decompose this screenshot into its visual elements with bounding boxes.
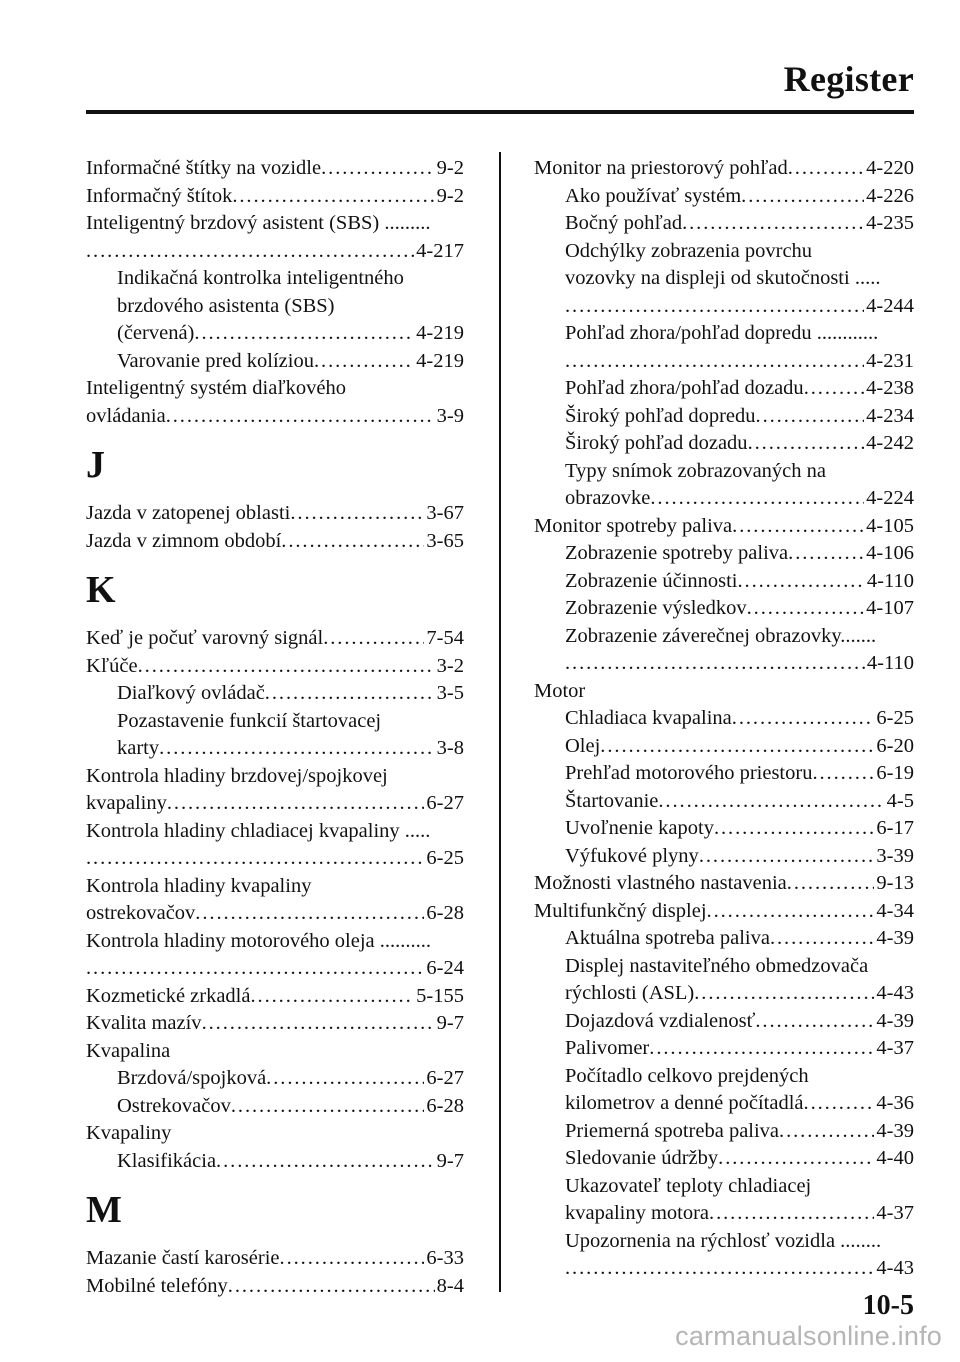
index-entry — [86, 500, 464, 528]
dot-leader — [314, 348, 414, 376]
entry-label: Monitor na priestorový pohľad — [534, 157, 788, 179]
page-reference: 4-244 — [866, 294, 914, 317]
index-text-line: Počítadlo celkovo prejdených — [565, 1064, 809, 1087]
page-reference: 4-40 — [876, 1147, 914, 1169]
page-reference: 4-217 — [416, 239, 464, 262]
dot-leader — [694, 980, 874, 1008]
index-entry — [565, 485, 914, 513]
page-reference: 3-9 — [436, 404, 464, 427]
page-reference: 6-24 — [426, 957, 464, 979]
page-reference: 4-37 — [876, 1037, 914, 1059]
entry-label: Uvoľnenie kapoty — [565, 817, 714, 839]
index-text-line: brzdového asistenta (SBS) — [117, 294, 335, 317]
dot-leader — [748, 430, 865, 458]
page-reference: 4-224 — [866, 487, 914, 509]
dot-leader — [228, 1273, 435, 1301]
index-entry — [86, 983, 464, 1011]
index-entry — [86, 155, 464, 183]
index-text-line: Pohľad zhora/pohľad dopredu ............ — [565, 322, 879, 344]
index-entry — [86, 845, 464, 873]
index-entry — [565, 1035, 914, 1063]
entry-label: Mazanie častí karosérie — [86, 1247, 280, 1269]
index-entry — [534, 898, 914, 926]
entry-label: Bočný pohľad — [565, 212, 683, 234]
index-entry — [565, 375, 914, 403]
dot-leader — [732, 705, 875, 733]
index-entry — [86, 1010, 464, 1038]
dot-leader — [565, 348, 864, 376]
entry-label: karty — [117, 737, 160, 759]
index-entry — [86, 900, 464, 928]
entry-label: Možnosti vlastného nastavenia — [534, 872, 787, 894]
header-rule — [86, 110, 914, 114]
page-reference: 6-17 — [876, 817, 914, 839]
page-reference: 6-27 — [426, 1067, 464, 1089]
page-reference: 3-39 — [876, 844, 914, 867]
dot-leader — [86, 845, 424, 873]
dot-leader — [788, 155, 864, 183]
entry-label: Zobrazenie účinnosti — [565, 569, 738, 592]
entry-label: Informačné štítky na vozidle — [86, 157, 322, 179]
index-text-line: Inteligentný brzdový asistent (SBS) ......... — [86, 212, 431, 234]
entry-label: Pohľad zhora/pohľad dozadu — [565, 377, 804, 399]
dot-leader — [232, 183, 434, 211]
dot-leader — [565, 293, 864, 321]
entry-label: Sledovanie údržby — [565, 1147, 719, 1169]
dot-leader — [600, 733, 874, 761]
dot-leader — [812, 760, 874, 788]
entry-label: ovládania — [86, 404, 166, 427]
entry-label: Jazda v zimnom období — [86, 529, 282, 552]
index-entry — [86, 403, 464, 431]
entry-label: kilometrov a denné počítadlá — [565, 1092, 804, 1114]
index-entry — [86, 1273, 464, 1301]
entry-label: kvapaliny motora — [565, 1202, 710, 1224]
index-text-line: Odchýlky zobrazenia povrchu — [565, 239, 813, 262]
entry-label: Široký pohľad dozadu — [565, 432, 748, 454]
index-entry — [565, 1200, 914, 1228]
page-reference: 3-5 — [436, 682, 464, 704]
dot-leader — [737, 568, 864, 596]
page-reference: 9-7 — [436, 1149, 464, 1172]
section-letter: M — [86, 1189, 122, 1231]
dot-leader — [707, 898, 875, 926]
entry-label: Výfukové plyny — [565, 844, 699, 867]
page-reference: 6-20 — [876, 734, 914, 757]
index-entry — [565, 733, 914, 761]
index-entry — [86, 790, 464, 818]
index-entry — [565, 595, 914, 623]
dot-leader — [779, 1118, 874, 1146]
entry-label: Široký pohľad dopredu — [565, 404, 756, 427]
index-entry — [565, 348, 914, 376]
dot-leader — [202, 1010, 435, 1038]
page-reference: 4-242 — [866, 432, 914, 454]
dot-leader — [265, 680, 435, 708]
index-entry — [565, 1118, 914, 1146]
index-text-line: Kontrola hladiny kvapaliny — [86, 874, 312, 897]
page-reference: 4-36 — [876, 1092, 914, 1114]
entry-label: Chladiaca kvapalina — [565, 707, 732, 729]
index-entry — [86, 528, 464, 556]
page-reference: 6-27 — [426, 792, 464, 814]
dot-leader — [804, 375, 864, 403]
page-reference: 9-2 — [436, 157, 464, 179]
page-reference: 4-219 — [416, 322, 464, 344]
index-text-line: Kvapaliny — [86, 1122, 172, 1144]
page-reference: 4-219 — [416, 349, 464, 372]
index-entry — [117, 1065, 464, 1093]
page-reference: 4-238 — [866, 377, 914, 399]
entry-label: Aktuálna spotreba paliva — [565, 927, 770, 949]
dot-leader — [714, 815, 874, 843]
dot-leader — [756, 403, 865, 431]
page-reference: 6-33 — [426, 1247, 464, 1269]
index-entry — [86, 238, 464, 266]
entry-label: Kvalita mazív — [86, 1012, 202, 1034]
page-number: 10-5 — [862, 1290, 914, 1321]
column-divider — [499, 152, 501, 1292]
dot-leader — [86, 238, 414, 266]
dot-leader — [658, 788, 884, 816]
entry-label: Diaľkový ovládač — [117, 682, 265, 704]
index-entry — [86, 183, 464, 211]
entry-label: Ako používať systém — [565, 184, 742, 207]
index-column-right — [534, 155, 914, 1283]
page-reference: 4-226 — [866, 184, 914, 207]
index-entry — [534, 513, 914, 541]
page-reference: 3-2 — [436, 654, 464, 677]
index-text-line: Kontrola hladiny motorového oleja .......... — [86, 929, 432, 952]
dot-leader — [280, 1245, 425, 1273]
dot-leader — [216, 1148, 435, 1176]
index-text-line: Typy snímok zobrazovaných na — [565, 459, 827, 482]
entry-label: Multifunkčný displej — [534, 899, 707, 922]
index-text-line: Ukazovateľ teploty chladiacej — [565, 1174, 812, 1197]
dot-leader — [565, 650, 865, 678]
page-reference: 6-28 — [426, 1094, 464, 1117]
index-entry — [565, 403, 914, 431]
page-reference: 4-43 — [876, 982, 914, 1004]
dot-leader — [167, 790, 425, 818]
section-letter: J — [86, 444, 105, 486]
page-reference: 4-39 — [876, 1009, 914, 1032]
dot-leader — [166, 403, 435, 431]
dot-leader — [709, 1200, 874, 1228]
entry-label: Kozmetické zrkadlá — [86, 984, 251, 1007]
page-reference: 4-39 — [876, 1119, 914, 1142]
entry-label: Štartovanie — [565, 789, 659, 812]
entry-label: Olej — [565, 734, 601, 757]
entry-label: Monitor spotreby paliva — [534, 514, 733, 537]
entry-label: Brzdová/spojková — [117, 1067, 267, 1089]
index-text-line: Upozornenia na rýchlosť vozidla ........ — [565, 1229, 882, 1252]
entry-label: Zobrazenie spotreby paliva — [565, 542, 789, 564]
entry-label: Priemerná spotreba paliva — [565, 1119, 780, 1142]
dot-leader — [788, 540, 864, 568]
index-entry — [565, 293, 914, 321]
index-entry — [117, 1148, 464, 1176]
entry-label: Kľúče — [86, 654, 138, 677]
dot-leader — [159, 735, 435, 763]
index-entry — [534, 155, 914, 183]
index-entry — [565, 1090, 914, 1118]
page-reference: 4-106 — [866, 542, 914, 564]
entry-label: (červená) — [117, 322, 195, 344]
dot-leader — [194, 320, 414, 348]
index-entry — [565, 1008, 914, 1036]
dot-leader — [86, 955, 424, 983]
index-text-line: vozovky na displeji od skutočnosti ..... — [565, 267, 881, 289]
dot-leader — [281, 528, 424, 556]
index-entry — [565, 650, 914, 678]
page-reference: 9-7 — [436, 1012, 464, 1034]
dot-leader — [195, 900, 424, 928]
page-reference: 6-19 — [876, 762, 914, 784]
page-reference: 3-67 — [426, 502, 464, 524]
dot-leader — [755, 1008, 874, 1036]
index-text-line: Zobrazenie záverečnej obrazovky....... — [565, 624, 877, 647]
index-text-line: Pozastavenie funkcií štartovacej — [117, 709, 382, 732]
dot-leader — [250, 983, 414, 1011]
page-reference: 4-43 — [876, 1257, 914, 1279]
dot-leader — [231, 1093, 425, 1121]
page-reference: 4-34 — [876, 899, 914, 922]
entry-label: Jazda v zatopenej oblasti — [86, 502, 291, 524]
page-reference: 9-13 — [876, 872, 914, 894]
page-reference: 4-110 — [866, 569, 914, 592]
dot-leader — [138, 653, 435, 681]
page-reference: 4-39 — [876, 927, 914, 949]
page-reference: 4-231 — [866, 349, 914, 372]
entry-label: Informačný štítok — [86, 184, 233, 207]
entry-label: Prehľad motorového priestoru — [565, 762, 813, 784]
index-text-line: Displej nastaviteľného obmedzovača — [565, 954, 869, 977]
page-reference: 4-235 — [866, 212, 914, 234]
index-entry — [565, 843, 914, 871]
index-entry — [534, 870, 914, 898]
page-reference: 4-234 — [866, 404, 914, 427]
index-entry — [565, 183, 914, 211]
index-entry — [565, 430, 914, 458]
index-entry — [565, 925, 914, 953]
index-text-line: Kvapalina — [86, 1039, 171, 1062]
page-reference: 6-25 — [426, 847, 464, 869]
section-letter: K — [86, 569, 116, 611]
page-title: Register — [783, 59, 914, 99]
index-entry — [565, 1145, 914, 1173]
page-reference: 6-28 — [426, 902, 464, 924]
page-reference: 7-54 — [426, 627, 464, 649]
index-entry — [117, 735, 464, 763]
index-entry — [565, 760, 914, 788]
page-reference: 4-37 — [876, 1202, 914, 1224]
dot-leader — [565, 1255, 874, 1283]
index-text-line: Kontrola hladiny brzdovej/spojkovej — [86, 764, 388, 787]
dot-leader — [682, 210, 864, 238]
dot-leader — [732, 513, 864, 541]
index-column-left — [86, 155, 464, 1300]
entry-label: Ostrekovačov — [117, 1094, 231, 1117]
page-reference: 4-105 — [866, 514, 914, 537]
page-reference: 4-5 — [886, 789, 914, 812]
dot-leader — [787, 870, 875, 898]
entry-label: Mobilné telefóny — [86, 1274, 228, 1297]
watermark: carmanualsonline.info — [675, 1321, 942, 1351]
entry-label: Palivomer — [565, 1037, 650, 1059]
index-entry — [86, 653, 464, 681]
entry-label: Keď je počuť varovný signál — [86, 627, 324, 649]
index-text-line: Kontrola hladiny chladiacej kvapaliny ..... — [86, 819, 431, 842]
dot-leader — [747, 595, 865, 623]
index-entry — [117, 1093, 464, 1121]
page-reference: 3-8 — [436, 737, 464, 759]
index-entry — [565, 1255, 914, 1283]
dot-leader — [718, 1145, 874, 1173]
dot-leader — [804, 1090, 875, 1118]
dot-leader — [290, 500, 424, 528]
index-entry — [565, 815, 914, 843]
index-entry — [565, 705, 914, 733]
page-reference: 4-107 — [866, 597, 914, 619]
page-reference: 5-155 — [416, 984, 464, 1007]
page-reference: 4-220 — [866, 157, 914, 179]
index-entry — [117, 320, 464, 348]
dot-leader — [649, 1035, 874, 1063]
index-entry — [565, 540, 914, 568]
page-reference: 8-4 — [436, 1274, 464, 1297]
index-entry — [117, 680, 464, 708]
dot-leader — [323, 625, 424, 653]
page-reference: 9-2 — [436, 184, 464, 207]
entry-label: kvapaliny — [86, 792, 167, 814]
dot-leader — [741, 183, 864, 211]
entry-label: obrazovke — [565, 487, 651, 509]
index-entry — [86, 1245, 464, 1273]
index-text-line: Motor — [534, 679, 586, 702]
index-entry — [117, 348, 464, 376]
dot-leader — [321, 155, 435, 183]
entry-label: Klasifikácia — [117, 1149, 217, 1172]
index-entry — [86, 625, 464, 653]
index-text-line: Inteligentný systém diaľkového — [86, 377, 346, 399]
entry-label: rýchlosti (ASL) — [565, 982, 695, 1004]
index-entry — [565, 210, 914, 238]
entry-label: Dojazdová vzdialenosť — [565, 1009, 756, 1032]
dot-leader — [699, 843, 875, 871]
dot-leader — [770, 925, 874, 953]
entry-label: Varovanie pred kolíziou — [117, 349, 314, 372]
entry-label: ostrekovačov — [86, 902, 196, 924]
dot-leader — [266, 1065, 424, 1093]
page-reference: 6-25 — [876, 707, 914, 729]
page-reference: 3-65 — [426, 529, 464, 552]
index-entry — [565, 568, 914, 596]
index-entry — [86, 955, 464, 983]
index-entry — [565, 788, 914, 816]
index-text-line: Indikačná kontrolka inteligentného — [117, 267, 404, 289]
dot-leader — [650, 485, 864, 513]
index-entry — [565, 980, 914, 1008]
page-reference: 4-110 — [866, 652, 914, 674]
entry-label: Zobrazenie výsledkov — [565, 597, 747, 619]
